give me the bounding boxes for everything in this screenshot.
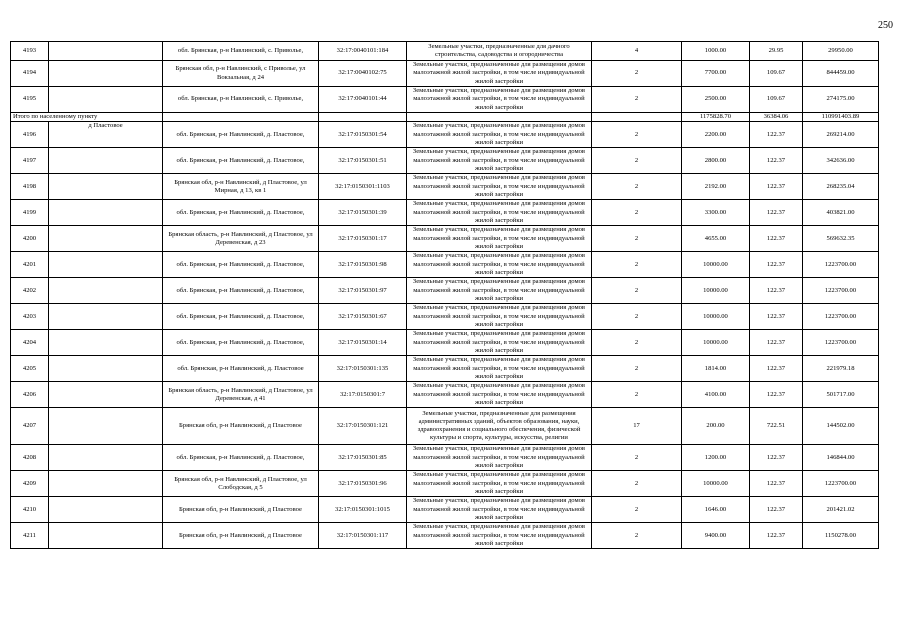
category-cell: 2 <box>592 497 682 523</box>
rate-cell: 122.37 <box>750 200 803 226</box>
row-number: 4205 <box>11 356 49 382</box>
subtotal-value: 110991403.89 <box>803 113 879 122</box>
area-cell: 1814.00 <box>682 356 750 382</box>
row-number: 4206 <box>11 382 49 408</box>
land-use-cell: Земельные участки, предназначенные для размещения домов малоэтажной жилой застройки, в том числе индивидуальной жилой застройки <box>407 122 592 148</box>
row-number: 4193 <box>11 42 49 61</box>
empty-cell <box>49 200 163 226</box>
cadastral-number-cell: 32:17:0150301:85 <box>319 445 407 471</box>
rate-cell: 122.37 <box>750 471 803 497</box>
land-use-cell: Земельные участки, предназначенные для дачного строительства, садоводства и огородничества <box>407 42 592 61</box>
table-row <box>11 61 879 87</box>
category-cell: 2 <box>592 356 682 382</box>
cadastral-number-cell: 32:17:0150301:121 <box>319 408 407 445</box>
cadastral-number-cell: 32:17:0150301:67 <box>319 304 407 330</box>
area-cell: 10000.00 <box>682 304 750 330</box>
land-use-cell: Земельные участки, предназначенные для размещения домов малоэтажной жилой застройки, в том числе индивидуальной жилой застройки <box>407 523 592 549</box>
empty-cell <box>592 113 682 122</box>
address-cell: Брянская область, р-н Навлинский, д Пластовое, ул Деревенская, д 41 <box>163 382 319 408</box>
table-row <box>11 471 879 497</box>
empty-cell <box>49 382 163 408</box>
area-cell: 7700.00 <box>682 61 750 87</box>
land-use-cell: Земельные участки, предназначенные для размещения домов малоэтажной жилой застройки, в том числе индивидуальной жилой застройки <box>407 445 592 471</box>
area-cell: 2192.00 <box>682 174 750 200</box>
land-use-cell: Земельные участки, предназначенные для размещения домов малоэтажной жилой застройки, в том числе индивидуальной жилой застройки <box>407 174 592 200</box>
row-number: 4207 <box>11 408 49 445</box>
area-cell: 1646.00 <box>682 497 750 523</box>
address-cell: обл. Брянская, р-н Навлинский, д. Пластовое, <box>163 252 319 278</box>
category-cell: 2 <box>592 87 682 113</box>
table-row <box>11 408 879 445</box>
row-number: 4197 <box>11 148 49 174</box>
rate-cell: 122.37 <box>750 174 803 200</box>
category-cell: 2 <box>592 200 682 226</box>
address-cell: обл. Брянская, р-н Навлинский, д. Пластовое <box>163 356 319 382</box>
category-cell: 2 <box>592 330 682 356</box>
category-cell: 2 <box>592 122 682 148</box>
value-cell: 403821.00 <box>803 200 879 226</box>
land-use-cell: Земельные участки, предназначенные для размещения домов малоэтажной жилой застройки, в том числе индивидуальной жилой застройки <box>407 278 592 304</box>
address-cell: Брянская область, р-н Навлинский, д Пластовое, ул Деревенская, д 23 <box>163 226 319 252</box>
table-row <box>11 278 879 304</box>
rate-cell: 109.67 <box>750 87 803 113</box>
page-number: 250 <box>878 20 893 31</box>
address-cell: обл. Брянская, р-н Навлинский, д. Пластовое, <box>163 278 319 304</box>
subtotal-row <box>11 113 879 122</box>
area-cell: 4100.00 <box>682 382 750 408</box>
empty-cell <box>49 252 163 278</box>
empty-cell <box>49 148 163 174</box>
table-row <box>11 356 879 382</box>
empty-cell <box>49 356 163 382</box>
empty-cell <box>407 113 592 122</box>
row-number: 4195 <box>11 87 49 113</box>
row-number: 4194 <box>11 61 49 87</box>
rate-cell: 122.37 <box>750 523 803 549</box>
address-cell: обл. Брянская, р-н Навлинский, д. Пластовое, <box>163 200 319 226</box>
land-registry-table <box>10 41 879 549</box>
value-cell: 1223700.00 <box>803 278 879 304</box>
value-cell: 1223700.00 <box>803 304 879 330</box>
category-cell: 2 <box>592 471 682 497</box>
address-cell: обл. Брянская, р-н Навлинский, д. Пластовое, <box>163 445 319 471</box>
land-use-cell: Земельные участки, предназначенные для размещения домов малоэтажной жилой застройки, в том числе индивидуальной жилой застройки <box>407 497 592 523</box>
row-number: 4201 <box>11 252 49 278</box>
value-cell: 1150278.00 <box>803 523 879 549</box>
address-cell: обл. Брянская, р-н Навлинский, д. Пластовое, <box>163 148 319 174</box>
address-cell: обл. Брянская, р-н Навлинский, д. Пластовое, <box>163 330 319 356</box>
locality-label: д Пластовое <box>49 122 163 148</box>
table-row <box>11 382 879 408</box>
area-cell: 9400.00 <box>682 523 750 549</box>
table-row <box>11 174 879 200</box>
empty-cell <box>49 278 163 304</box>
table-row <box>11 445 879 471</box>
cadastral-number-cell: 32:17:0150301:54 <box>319 122 407 148</box>
cadastral-number-cell: 32:17:0150301:98 <box>319 252 407 278</box>
category-cell: 2 <box>592 226 682 252</box>
empty-cell <box>49 87 163 113</box>
category-cell: 2 <box>592 382 682 408</box>
empty-cell <box>163 113 319 122</box>
land-use-cell: Земельные участки, предназначенные для размещения домов малоэтажной жилой застройки, в том числе индивидуальной жилой застройки <box>407 61 592 87</box>
land-use-cell: Земельные участки, предназначенные для размещения домов малоэтажной жилой застройки, в том числе индивидуальной жилой застройки <box>407 471 592 497</box>
row-number: 4202 <box>11 278 49 304</box>
rows-after <box>11 122 879 549</box>
category-cell: 2 <box>592 148 682 174</box>
address-cell: обл. Брянская, р-н Навлинский, с. Приволье, <box>163 87 319 113</box>
land-use-cell: Земельные участки, предназначенные для размещения домов малоэтажной жилой застройки, в том числе индивидуальной жилой застройки <box>407 87 592 113</box>
subtotal-label: Итого по населенному пункту <box>11 113 163 122</box>
address-cell: обл. Брянская, р-н Навлинский, с. Приволье, <box>163 42 319 61</box>
table-row <box>11 304 879 330</box>
row-number: 4198 <box>11 174 49 200</box>
empty-cell <box>49 304 163 330</box>
row-number: 4199 <box>11 200 49 226</box>
cadastral-number-cell: 32:17:0040101:44 <box>319 87 407 113</box>
empty-cell <box>49 174 163 200</box>
land-use-cell: Земельные участки, предназначенные для размещения домов малоэтажной жилой застройки, в том числе индивидуальной жилой застройки <box>407 226 592 252</box>
cadastral-number-cell: 32:17:0150301:1015 <box>319 497 407 523</box>
land-use-cell: Земельные участки, предназначенные для размещения домов малоэтажной жилой застройки, в том числе индивидуальной жилой застройки <box>407 382 592 408</box>
land-use-cell: Земельные участки, предназначенные для размещения домов малоэтажной жилой застройки, в том числе индивидуальной жилой застройки <box>407 252 592 278</box>
empty-cell <box>49 42 163 61</box>
subtotal-area: 1175828.70 <box>682 113 750 122</box>
address-cell: обл. Брянская, р-н Навлинский, д. Пластовое, <box>163 122 319 148</box>
value-cell: 268235.04 <box>803 174 879 200</box>
area-cell: 200.00 <box>682 408 750 445</box>
rate-cell: 122.37 <box>750 356 803 382</box>
value-cell: 201421.02 <box>803 497 879 523</box>
address-cell: Брянская обл, р-н Навлинский, д Пластовое, ул Мирная, д 13, кв 1 <box>163 174 319 200</box>
rate-cell: 122.37 <box>750 497 803 523</box>
table-row <box>11 226 879 252</box>
table-row <box>11 330 879 356</box>
row-number: 4196 <box>11 122 49 148</box>
rate-cell: 122.37 <box>750 226 803 252</box>
land-use-cell: Земельные участки, предназначенные для размещения домов малоэтажной жилой застройки, в том числе индивидуальной жилой застройки <box>407 356 592 382</box>
empty-cell <box>49 497 163 523</box>
table-row <box>11 252 879 278</box>
value-cell: 269214.00 <box>803 122 879 148</box>
address-cell: Брянская обл, р-н Навлинский, д Пластовое <box>163 523 319 549</box>
row-number: 4208 <box>11 445 49 471</box>
cadastral-number-cell: 32:17:0150301:97 <box>319 278 407 304</box>
rate-cell: 109.67 <box>750 61 803 87</box>
cadastral-number-cell: 32:17:0150301:17 <box>319 226 407 252</box>
land-use-cell: Земельные участки, предназначенные для размещения домов малоэтажной жилой застройки, в том числе индивидуальной жилой застройки <box>407 148 592 174</box>
cadastral-number-cell: 32:17:0150301:7 <box>319 382 407 408</box>
rows-before <box>11 42 879 113</box>
table-row <box>11 87 879 113</box>
category-cell: 2 <box>592 278 682 304</box>
category-cell: 17 <box>592 408 682 445</box>
rate-cell: 122.37 <box>750 304 803 330</box>
rate-cell: 122.37 <box>750 122 803 148</box>
empty-cell <box>49 445 163 471</box>
rate-cell: 122.37 <box>750 445 803 471</box>
cadastral-number-cell: 32:17:0150301:39 <box>319 200 407 226</box>
cadastral-number-cell: 32:17:0150301:117 <box>319 523 407 549</box>
cadastral-number-cell: 32:17:0150301:96 <box>319 471 407 497</box>
cadastral-number-cell: 32:17:0150301:135 <box>319 356 407 382</box>
area-cell: 2500.00 <box>682 87 750 113</box>
rate-cell: 122.37 <box>750 330 803 356</box>
rate-cell: 122.37 <box>750 252 803 278</box>
empty-cell <box>49 330 163 356</box>
category-cell: 2 <box>592 252 682 278</box>
address-cell: Брянская обл, р-н Навлинский, с Приволье, ул Вокзальная, д 24 <box>163 61 319 87</box>
area-cell: 10000.00 <box>682 252 750 278</box>
area-cell: 4655.00 <box>682 226 750 252</box>
row-number: 4204 <box>11 330 49 356</box>
area-cell: 3300.00 <box>682 200 750 226</box>
row-number: 4211 <box>11 523 49 549</box>
rate-cell: 122.37 <box>750 148 803 174</box>
table-row <box>11 148 879 174</box>
cadastral-number-cell: 32:17:0150301:1103 <box>319 174 407 200</box>
value-cell: 342636.00 <box>803 148 879 174</box>
rate-cell: 122.37 <box>750 382 803 408</box>
value-cell: 274175.00 <box>803 87 879 113</box>
land-use-cell: Земельные участки, предназначенные для размещения административных зданий, объектов образования, науки, здравоохранения и социального обеспечения, физической культуры и спорта, культуры, искусства, религии <box>407 408 592 445</box>
area-cell: 1000.00 <box>682 42 750 61</box>
category-cell: 2 <box>592 445 682 471</box>
table-row <box>11 42 879 61</box>
rate-cell: 122.37 <box>750 278 803 304</box>
value-cell: 221979.18 <box>803 356 879 382</box>
value-cell: 844459.00 <box>803 61 879 87</box>
category-cell: 2 <box>592 304 682 330</box>
address-cell: Брянская обл, р-н Навлинский, д Пластовое <box>163 408 319 445</box>
empty-cell <box>49 408 163 445</box>
area-cell: 10000.00 <box>682 330 750 356</box>
address-cell: Брянская обл, р-н Навлинский, д Пластовое <box>163 497 319 523</box>
row-number: 4203 <box>11 304 49 330</box>
area-cell: 2800.00 <box>682 148 750 174</box>
land-use-cell: Земельные участки, предназначенные для размещения домов малоэтажной жилой застройки, в том числе индивидуальной жилой застройки <box>407 200 592 226</box>
cadastral-number-cell: 32:17:0040101:184 <box>319 42 407 61</box>
area-cell: 10000.00 <box>682 471 750 497</box>
row-number: 4209 <box>11 471 49 497</box>
table-row <box>11 497 879 523</box>
address-cell: обл. Брянская, р-н Навлинский, д. Пластовое, <box>163 304 319 330</box>
value-cell: 146844.00 <box>803 445 879 471</box>
table-row <box>11 200 879 226</box>
address-cell: Брянская обл, р-н Навлинский, д Пластовое, ул Слободская, д 5 <box>163 471 319 497</box>
category-cell: 2 <box>592 523 682 549</box>
empty-cell <box>319 113 407 122</box>
empty-cell <box>49 471 163 497</box>
area-cell: 2200.00 <box>682 122 750 148</box>
value-cell: 1223700.00 <box>803 330 879 356</box>
subtotal-rate: 36384.06 <box>750 113 803 122</box>
value-cell: 29950.00 <box>803 42 879 61</box>
land-use-cell: Земельные участки, предназначенные для размещения домов малоэтажной жилой застройки, в том числе индивидуальной жилой застройки <box>407 330 592 356</box>
rate-cell: 29.95 <box>750 42 803 61</box>
category-cell: 4 <box>592 42 682 61</box>
cadastral-number-cell: 32:17:0150301:14 <box>319 330 407 356</box>
row-number: 4200 <box>11 226 49 252</box>
empty-cell <box>49 523 163 549</box>
area-cell: 10000.00 <box>682 278 750 304</box>
value-cell: 1223700.00 <box>803 252 879 278</box>
value-cell: 1223700.00 <box>803 471 879 497</box>
table-row <box>11 122 879 148</box>
category-cell: 2 <box>592 61 682 87</box>
row-number: 4210 <box>11 497 49 523</box>
land-use-cell: Земельные участки, предназначенные для размещения домов малоэтажной жилой застройки, в том числе индивидуальной жилой застройки <box>407 304 592 330</box>
category-cell: 2 <box>592 174 682 200</box>
cadastral-number-cell: 32:17:0150301:51 <box>319 148 407 174</box>
value-cell: 569632.35 <box>803 226 879 252</box>
subtotal-section <box>11 113 879 122</box>
table-row <box>11 523 879 549</box>
area-cell: 1200.00 <box>682 445 750 471</box>
value-cell: 144502.00 <box>803 408 879 445</box>
cadastral-number-cell: 32:17:0040102:75 <box>319 61 407 87</box>
empty-cell <box>49 226 163 252</box>
empty-cell <box>49 61 163 87</box>
value-cell: 501717.00 <box>803 382 879 408</box>
rate-cell: 722.51 <box>750 408 803 445</box>
